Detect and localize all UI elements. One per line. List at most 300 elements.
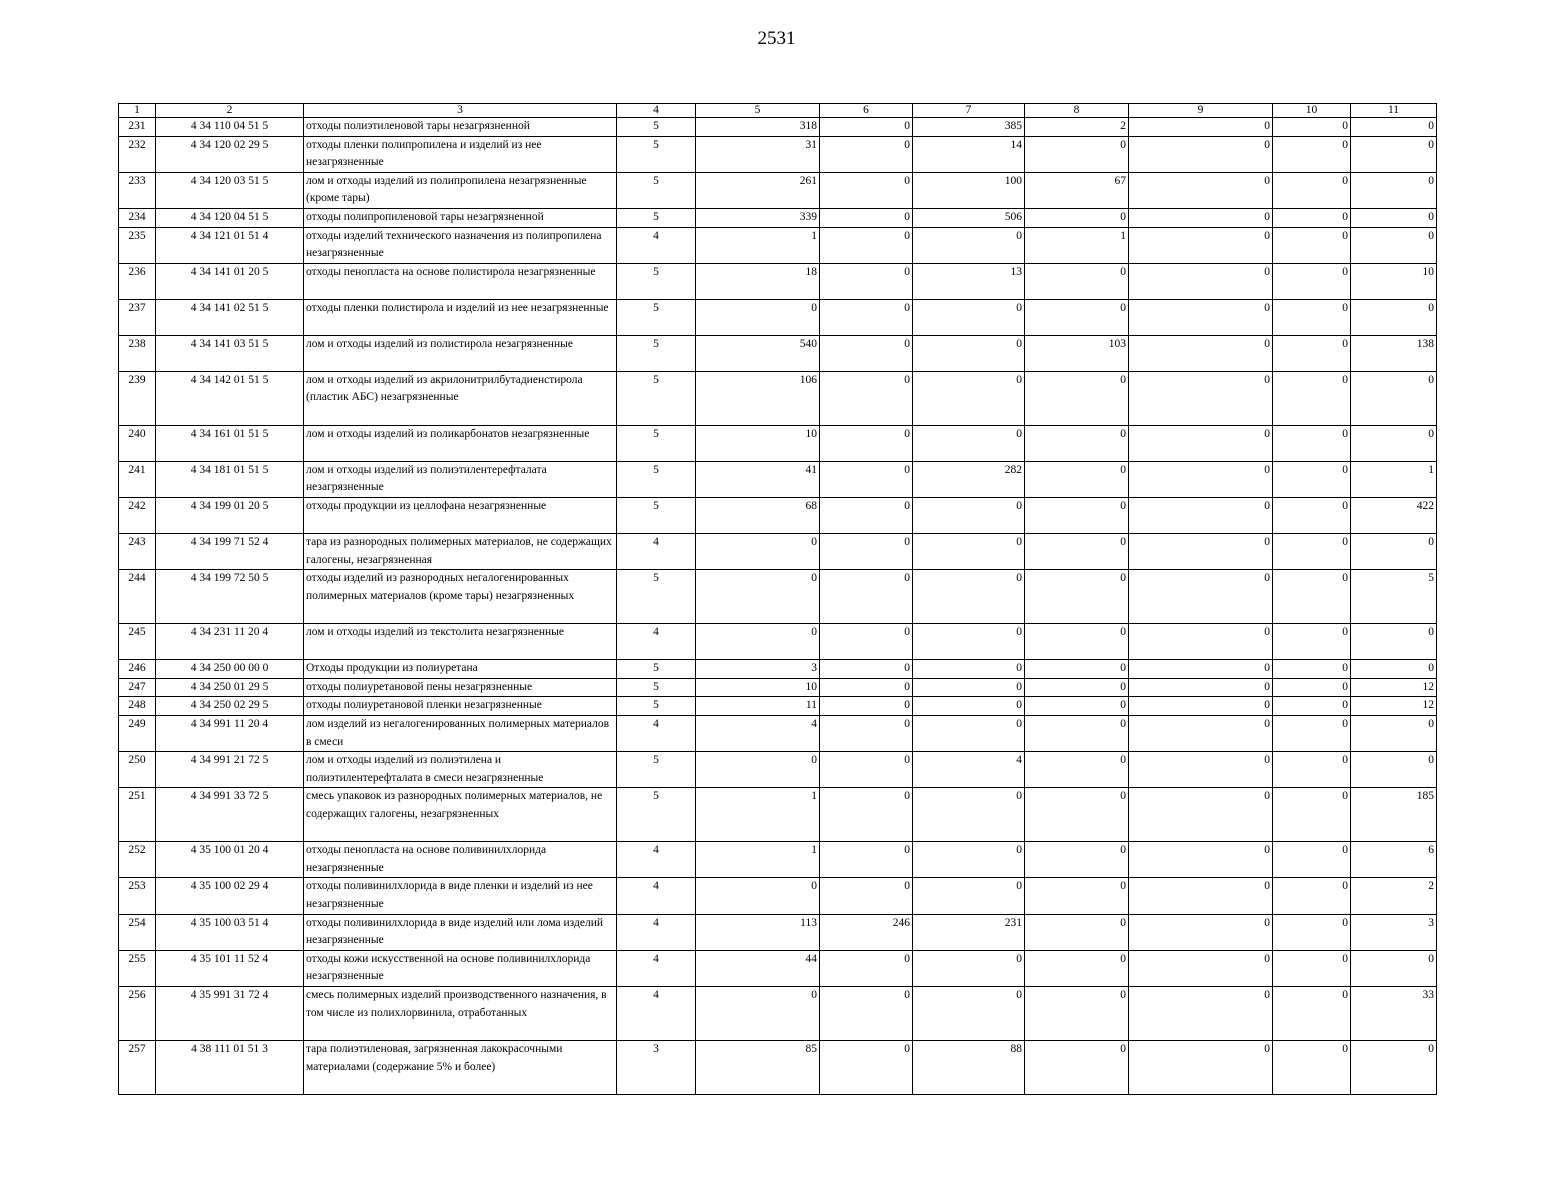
hazard-class-cell: 5 bbox=[617, 118, 696, 137]
header-cell: 10 bbox=[1273, 104, 1351, 118]
value-cell: 0 bbox=[1025, 660, 1129, 679]
waste-name-cell: тара из разнородных полимерных материалов, не содержащих галогены, незагрязненная bbox=[304, 533, 617, 569]
value-cell: 0 bbox=[820, 950, 913, 986]
value-cell: 0 bbox=[1273, 660, 1351, 679]
value-cell: 0 bbox=[1273, 950, 1351, 986]
value-cell: 44 bbox=[696, 950, 820, 986]
value-cell: 0 bbox=[1351, 1041, 1437, 1095]
value-cell: 0 bbox=[1129, 914, 1273, 950]
value-cell: 0 bbox=[1273, 914, 1351, 950]
value-cell: 0 bbox=[820, 842, 913, 878]
hazard-class-cell: 5 bbox=[617, 660, 696, 679]
hazard-class-cell: 5 bbox=[617, 752, 696, 788]
header-cell: 8 bbox=[1025, 104, 1129, 118]
value-cell: 0 bbox=[696, 570, 820, 624]
hazard-class-cell: 5 bbox=[617, 461, 696, 497]
table-row bbox=[119, 425, 1437, 461]
waste-code-cell: 4 34 120 04 51 5 bbox=[156, 208, 304, 227]
table-row bbox=[119, 950, 1437, 986]
value-cell: 0 bbox=[1025, 878, 1129, 914]
waste-name-cell: лом и отходы изделий из полиэтилена и полиэтилентерефталата в смеси незагрязненные bbox=[304, 752, 617, 788]
value-cell: 0 bbox=[913, 299, 1025, 335]
value-cell: 0 bbox=[820, 570, 913, 624]
value-cell: 0 bbox=[1129, 715, 1273, 751]
value-cell: 0 bbox=[1025, 715, 1129, 751]
waste-name-cell: лом изделий из негалогенированных полимерных материалов в смеси bbox=[304, 715, 617, 751]
value-cell: 0 bbox=[1025, 263, 1129, 299]
waste-code-cell: 4 35 991 31 72 4 bbox=[156, 987, 304, 1041]
value-cell: 0 bbox=[1129, 425, 1273, 461]
value-cell: 0 bbox=[913, 335, 1025, 371]
hazard-class-cell: 5 bbox=[617, 788, 696, 842]
value-cell: 0 bbox=[820, 299, 913, 335]
row-number-cell: 241 bbox=[119, 461, 156, 497]
row-number-cell: 257 bbox=[119, 1041, 156, 1095]
waste-code-cell: 4 34 141 02 51 5 bbox=[156, 299, 304, 335]
value-cell: 0 bbox=[1129, 118, 1273, 137]
value-cell: 41 bbox=[696, 461, 820, 497]
table-row bbox=[119, 842, 1437, 878]
row-number-cell: 237 bbox=[119, 299, 156, 335]
value-cell: 3 bbox=[1351, 914, 1437, 950]
value-cell: 0 bbox=[696, 624, 820, 660]
row-number-cell: 246 bbox=[119, 660, 156, 679]
value-cell: 385 bbox=[913, 118, 1025, 137]
waste-code-cell: 4 38 111 01 51 3 bbox=[156, 1041, 304, 1095]
value-cell: 0 bbox=[820, 172, 913, 208]
row-number-cell: 254 bbox=[119, 914, 156, 950]
value-cell: 0 bbox=[913, 715, 1025, 751]
row-number-cell: 234 bbox=[119, 208, 156, 227]
row-number-cell: 245 bbox=[119, 624, 156, 660]
value-cell: 0 bbox=[1129, 842, 1273, 878]
value-cell: 1 bbox=[1351, 461, 1437, 497]
value-cell: 0 bbox=[1129, 950, 1273, 986]
value-cell: 0 bbox=[1273, 461, 1351, 497]
waste-code-cell: 4 35 100 03 51 4 bbox=[156, 914, 304, 950]
value-cell: 0 bbox=[1351, 624, 1437, 660]
waste-name-cell: смесь полимерных изделий производственного назначения, в том числе из полихлорвинила, отработанных bbox=[304, 987, 617, 1041]
value-cell: 0 bbox=[1273, 425, 1351, 461]
waste-name-cell: лом и отходы изделий из полиэтилентерефталата незагрязненные bbox=[304, 461, 617, 497]
value-cell: 0 bbox=[1273, 842, 1351, 878]
value-cell: 0 bbox=[820, 335, 913, 371]
value-cell: 246 bbox=[820, 914, 913, 950]
table-row bbox=[119, 624, 1437, 660]
hazard-class-cell: 5 bbox=[617, 335, 696, 371]
row-number-cell: 256 bbox=[119, 987, 156, 1041]
value-cell: 33 bbox=[1351, 987, 1437, 1041]
value-cell: 0 bbox=[696, 878, 820, 914]
waste-code-cell: 4 34 991 21 72 5 bbox=[156, 752, 304, 788]
waste-code-cell: 4 34 121 01 51 4 bbox=[156, 227, 304, 263]
value-cell: 0 bbox=[1129, 208, 1273, 227]
value-cell: 0 bbox=[820, 987, 913, 1041]
value-cell: 0 bbox=[913, 624, 1025, 660]
table-row bbox=[119, 914, 1437, 950]
value-cell: 0 bbox=[1025, 678, 1129, 697]
waste-code-cell: 4 34 199 71 52 4 bbox=[156, 533, 304, 569]
hazard-class-cell: 4 bbox=[617, 715, 696, 751]
hazard-class-cell: 5 bbox=[617, 678, 696, 697]
value-cell: 0 bbox=[913, 950, 1025, 986]
row-number-cell: 240 bbox=[119, 425, 156, 461]
value-cell: 0 bbox=[1025, 136, 1129, 172]
hazard-class-cell: 5 bbox=[617, 497, 696, 533]
row-number-cell: 251 bbox=[119, 788, 156, 842]
table-row bbox=[119, 118, 1437, 137]
hazard-class-cell: 3 bbox=[617, 1041, 696, 1095]
header-cell: 1 bbox=[119, 104, 156, 118]
value-cell: 0 bbox=[1129, 570, 1273, 624]
value-cell: 1 bbox=[1025, 227, 1129, 263]
value-cell: 261 bbox=[696, 172, 820, 208]
row-number-cell: 238 bbox=[119, 335, 156, 371]
value-cell: 0 bbox=[696, 533, 820, 569]
value-cell: 0 bbox=[1273, 678, 1351, 697]
value-cell: 12 bbox=[1351, 697, 1437, 716]
value-cell: 0 bbox=[1025, 497, 1129, 533]
waste-name-cell: отходы пенопласта на основе полистирола незагрязненные bbox=[304, 263, 617, 299]
waste-code-cell: 4 34 231 11 20 4 bbox=[156, 624, 304, 660]
waste-name-cell: отходы пленки полипропилена и изделий из нее незагрязненные bbox=[304, 136, 617, 172]
value-cell: 0 bbox=[820, 788, 913, 842]
row-number-cell: 236 bbox=[119, 263, 156, 299]
value-cell: 12 bbox=[1351, 678, 1437, 697]
value-cell: 0 bbox=[1129, 371, 1273, 425]
value-cell: 0 bbox=[1129, 1041, 1273, 1095]
value-cell: 0 bbox=[913, 497, 1025, 533]
value-cell: 6 bbox=[1351, 842, 1437, 878]
waste-name-cell: отходы поливинилхлорида в виде пленки и изделий из нее незагрязненные bbox=[304, 878, 617, 914]
value-cell: 0 bbox=[913, 570, 1025, 624]
table-row bbox=[119, 136, 1437, 172]
value-cell: 0 bbox=[1273, 533, 1351, 569]
value-cell: 0 bbox=[1273, 878, 1351, 914]
value-cell: 0 bbox=[1025, 697, 1129, 716]
value-cell: 0 bbox=[1129, 533, 1273, 569]
value-cell: 0 bbox=[1129, 660, 1273, 679]
waste-name-cell: лом и отходы изделий из текстолита незагрязненные bbox=[304, 624, 617, 660]
value-cell: 0 bbox=[1129, 497, 1273, 533]
value-cell: 0 bbox=[1025, 371, 1129, 425]
table-row bbox=[119, 987, 1437, 1041]
header-cell: 2 bbox=[156, 104, 304, 118]
hazard-class-cell: 5 bbox=[617, 697, 696, 716]
value-cell: 0 bbox=[1273, 987, 1351, 1041]
value-cell: 0 bbox=[1025, 752, 1129, 788]
value-cell: 0 bbox=[1351, 660, 1437, 679]
value-cell: 2 bbox=[1025, 118, 1129, 137]
value-cell: 0 bbox=[1351, 950, 1437, 986]
value-cell: 0 bbox=[1129, 263, 1273, 299]
value-cell: 0 bbox=[820, 1041, 913, 1095]
value-cell: 0 bbox=[1129, 299, 1273, 335]
waste-name-cell: лом и отходы изделий из полистирола незагрязненные bbox=[304, 335, 617, 371]
value-cell: 18 bbox=[696, 263, 820, 299]
hazard-class-cell: 4 bbox=[617, 624, 696, 660]
value-cell: 0 bbox=[1273, 299, 1351, 335]
value-cell: 0 bbox=[913, 227, 1025, 263]
waste-code-cell: 4 34 120 02 29 5 bbox=[156, 136, 304, 172]
value-cell: 282 bbox=[913, 461, 1025, 497]
value-cell: 0 bbox=[913, 788, 1025, 842]
page-number: 2531 bbox=[757, 28, 796, 49]
row-number-cell: 253 bbox=[119, 878, 156, 914]
value-cell: 0 bbox=[1025, 624, 1129, 660]
value-cell: 540 bbox=[696, 335, 820, 371]
hazard-class-cell: 4 bbox=[617, 227, 696, 263]
value-cell: 85 bbox=[696, 1041, 820, 1095]
value-cell: 0 bbox=[913, 371, 1025, 425]
value-cell: 0 bbox=[1025, 570, 1129, 624]
value-cell: 0 bbox=[820, 878, 913, 914]
waste-name-cell: тара полиэтиленовая, загрязненная лакокрасочными материалами (содержание 5% и более) bbox=[304, 1041, 617, 1095]
header-cell: 7 bbox=[913, 104, 1025, 118]
value-cell: 0 bbox=[1351, 425, 1437, 461]
value-cell: 0 bbox=[913, 678, 1025, 697]
value-cell: 0 bbox=[1129, 788, 1273, 842]
hazard-class-cell: 5 bbox=[617, 136, 696, 172]
value-cell: 14 bbox=[913, 136, 1025, 172]
value-cell: 0 bbox=[1129, 987, 1273, 1041]
value-cell: 0 bbox=[820, 461, 913, 497]
value-cell: 0 bbox=[820, 263, 913, 299]
row-number-cell: 247 bbox=[119, 678, 156, 697]
header-cell: 5 bbox=[696, 104, 820, 118]
waste-code-cell: 4 35 101 11 52 4 bbox=[156, 950, 304, 986]
hazard-class-cell: 5 bbox=[617, 208, 696, 227]
waste-name-cell: отходы изделий из разнородных негалогенированных полимерных материалов (кроме тары) незагрязненных bbox=[304, 570, 617, 624]
hazard-class-cell: 4 bbox=[617, 914, 696, 950]
value-cell: 0 bbox=[913, 878, 1025, 914]
value-cell: 0 bbox=[820, 227, 913, 263]
value-cell: 0 bbox=[1351, 533, 1437, 569]
value-cell: 506 bbox=[913, 208, 1025, 227]
value-cell: 0 bbox=[1273, 752, 1351, 788]
value-cell: 0 bbox=[1273, 624, 1351, 660]
waste-code-cell: 4 34 181 01 51 5 bbox=[156, 461, 304, 497]
value-cell: 10 bbox=[1351, 263, 1437, 299]
value-cell: 0 bbox=[1025, 950, 1129, 986]
table-row bbox=[119, 299, 1437, 335]
value-cell: 11 bbox=[696, 697, 820, 716]
value-cell: 0 bbox=[820, 660, 913, 679]
table-row bbox=[119, 172, 1437, 208]
hazard-class-cell: 5 bbox=[617, 172, 696, 208]
value-cell: 0 bbox=[1273, 371, 1351, 425]
value-cell: 0 bbox=[1025, 842, 1129, 878]
value-cell: 0 bbox=[1129, 461, 1273, 497]
row-number-cell: 239 bbox=[119, 371, 156, 425]
row-number-cell: 231 bbox=[119, 118, 156, 137]
hazard-class-cell: 5 bbox=[617, 570, 696, 624]
row-number-cell: 233 bbox=[119, 172, 156, 208]
row-number-cell: 232 bbox=[119, 136, 156, 172]
waste-name-cell: лом и отходы изделий из акрилонитрилбутадиенстирола (пластик АБС) незагрязненные bbox=[304, 371, 617, 425]
waste-code-cell: 4 34 142 01 51 5 bbox=[156, 371, 304, 425]
hazard-class-cell: 4 bbox=[617, 950, 696, 986]
hazard-class-cell: 4 bbox=[617, 878, 696, 914]
waste-code-cell: 4 34 199 72 50 5 bbox=[156, 570, 304, 624]
value-cell: 0 bbox=[1129, 752, 1273, 788]
value-cell: 31 bbox=[696, 136, 820, 172]
value-cell: 0 bbox=[820, 715, 913, 751]
value-cell: 0 bbox=[1129, 335, 1273, 371]
hazard-class-cell: 4 bbox=[617, 533, 696, 569]
value-cell: 339 bbox=[696, 208, 820, 227]
waste-code-cell: 4 34 141 03 51 5 bbox=[156, 335, 304, 371]
value-cell: 0 bbox=[820, 425, 913, 461]
waste-name-cell: Отходы продукции из полиуретана bbox=[304, 660, 617, 679]
value-cell: 0 bbox=[1025, 914, 1129, 950]
row-number-cell: 248 bbox=[119, 697, 156, 716]
value-cell: 1 bbox=[696, 842, 820, 878]
waste-code-cell: 4 34 141 01 20 5 bbox=[156, 263, 304, 299]
table-row bbox=[119, 660, 1437, 679]
waste-name-cell: лом и отходы изделий из поликарбонатов незагрязненные bbox=[304, 425, 617, 461]
waste-code-cell: 4 34 250 00 00 0 bbox=[156, 660, 304, 679]
value-cell: 0 bbox=[1129, 136, 1273, 172]
row-number-cell: 242 bbox=[119, 497, 156, 533]
value-cell: 0 bbox=[1025, 1041, 1129, 1095]
value-cell: 0 bbox=[820, 136, 913, 172]
table-row bbox=[119, 461, 1437, 497]
value-cell: 0 bbox=[1025, 533, 1129, 569]
value-cell: 113 bbox=[696, 914, 820, 950]
hazard-class-cell: 5 bbox=[617, 425, 696, 461]
table-row bbox=[119, 678, 1437, 697]
value-cell: 0 bbox=[1273, 118, 1351, 137]
value-cell: 0 bbox=[1273, 208, 1351, 227]
value-cell: 0 bbox=[696, 299, 820, 335]
value-cell: 0 bbox=[1025, 208, 1129, 227]
value-cell: 0 bbox=[913, 987, 1025, 1041]
table-row bbox=[119, 715, 1437, 751]
value-cell: 318 bbox=[696, 118, 820, 137]
row-number-cell: 243 bbox=[119, 533, 156, 569]
value-cell: 0 bbox=[913, 842, 1025, 878]
table-row bbox=[119, 697, 1437, 716]
value-cell: 0 bbox=[1025, 299, 1129, 335]
waste-name-cell: отходы полиуретановой пены незагрязненные bbox=[304, 678, 617, 697]
row-number-cell: 250 bbox=[119, 752, 156, 788]
row-number-cell: 252 bbox=[119, 842, 156, 878]
value-cell: 0 bbox=[1351, 208, 1437, 227]
value-cell: 0 bbox=[1351, 227, 1437, 263]
value-cell: 0 bbox=[1351, 118, 1437, 137]
value-cell: 0 bbox=[820, 697, 913, 716]
value-cell: 0 bbox=[820, 678, 913, 697]
hazard-class-cell: 5 bbox=[617, 371, 696, 425]
header-cell: 3 bbox=[304, 104, 617, 118]
waste-code-cell: 4 35 100 02 29 4 bbox=[156, 878, 304, 914]
table-row bbox=[119, 208, 1437, 227]
waste-table bbox=[118, 103, 1437, 1095]
waste-name-cell: отходы поливинилхлорида в виде изделий или лома изделий незагрязненные bbox=[304, 914, 617, 950]
value-cell: 4 bbox=[696, 715, 820, 751]
value-cell: 0 bbox=[1273, 335, 1351, 371]
value-cell: 106 bbox=[696, 371, 820, 425]
waste-name-cell: отходы полиэтиленовой тары незагрязненной bbox=[304, 118, 617, 137]
value-cell: 1 bbox=[696, 788, 820, 842]
waste-name-cell: отходы кожи искусственной на основе поливинилхлорида незагрязненные bbox=[304, 950, 617, 986]
value-cell: 0 bbox=[1129, 697, 1273, 716]
value-cell: 103 bbox=[1025, 335, 1129, 371]
value-cell: 0 bbox=[1273, 697, 1351, 716]
table-row bbox=[119, 1041, 1437, 1095]
waste-name-cell: отходы продукции из целлофана незагрязненные bbox=[304, 497, 617, 533]
value-cell: 13 bbox=[913, 263, 1025, 299]
table-row bbox=[119, 335, 1437, 371]
value-cell: 0 bbox=[1351, 136, 1437, 172]
waste-code-cell: 4 34 250 01 29 5 bbox=[156, 678, 304, 697]
value-cell: 0 bbox=[1351, 752, 1437, 788]
waste-name-cell: отходы полипропиленовой тары незагрязненной bbox=[304, 208, 617, 227]
value-cell: 100 bbox=[913, 172, 1025, 208]
waste-code-cell: 4 35 100 01 20 4 bbox=[156, 842, 304, 878]
table-row bbox=[119, 752, 1437, 788]
value-cell: 67 bbox=[1025, 172, 1129, 208]
header-cell: 11 bbox=[1351, 104, 1437, 118]
header-cell: 9 bbox=[1129, 104, 1273, 118]
value-cell: 0 bbox=[1273, 227, 1351, 263]
table-row bbox=[119, 371, 1437, 425]
value-cell: 4 bbox=[913, 752, 1025, 788]
value-cell: 0 bbox=[820, 118, 913, 137]
waste-name-cell: отходы пенопласта на основе поливинилхлорида незагрязненные bbox=[304, 842, 617, 878]
value-cell: 0 bbox=[1351, 299, 1437, 335]
value-cell: 0 bbox=[1129, 172, 1273, 208]
value-cell: 0 bbox=[913, 533, 1025, 569]
waste-name-cell: лом и отходы изделий из полипропилена незагрязненные (кроме тары) bbox=[304, 172, 617, 208]
waste-name-cell: смесь упаковок из разнородных полимерных материалов, не содержащих галогены, незагрязненных bbox=[304, 788, 617, 842]
row-number-cell: 235 bbox=[119, 227, 156, 263]
waste-name-cell: отходы полиуретановой пленки незагрязненные bbox=[304, 697, 617, 716]
value-cell: 3 bbox=[696, 660, 820, 679]
waste-code-cell: 4 34 991 33 72 5 bbox=[156, 788, 304, 842]
hazard-class-cell: 5 bbox=[617, 299, 696, 335]
table-body bbox=[119, 118, 1437, 1095]
table-row bbox=[119, 570, 1437, 624]
value-cell: 0 bbox=[696, 987, 820, 1041]
value-cell: 0 bbox=[1351, 371, 1437, 425]
value-cell: 0 bbox=[1273, 172, 1351, 208]
header-row bbox=[119, 104, 1437, 118]
value-cell: 0 bbox=[1273, 497, 1351, 533]
value-cell: 0 bbox=[1351, 172, 1437, 208]
value-cell: 0 bbox=[1351, 715, 1437, 751]
waste-code-cell: 4 34 991 11 20 4 bbox=[156, 715, 304, 751]
value-cell: 0 bbox=[1273, 263, 1351, 299]
value-cell: 0 bbox=[1273, 715, 1351, 751]
value-cell: 1 bbox=[696, 227, 820, 263]
value-cell: 0 bbox=[1273, 570, 1351, 624]
hazard-class-cell: 4 bbox=[617, 842, 696, 878]
value-cell: 0 bbox=[820, 752, 913, 788]
value-cell: 0 bbox=[1025, 425, 1129, 461]
hazard-class-cell: 4 bbox=[617, 987, 696, 1041]
value-cell: 10 bbox=[696, 425, 820, 461]
value-cell: 0 bbox=[820, 371, 913, 425]
value-cell: 0 bbox=[696, 752, 820, 788]
value-cell: 138 bbox=[1351, 335, 1437, 371]
value-cell: 0 bbox=[1129, 227, 1273, 263]
row-number-cell: 255 bbox=[119, 950, 156, 986]
waste-code-cell: 4 34 161 01 51 5 bbox=[156, 425, 304, 461]
value-cell: 0 bbox=[1129, 624, 1273, 660]
value-cell: 0 bbox=[820, 533, 913, 569]
